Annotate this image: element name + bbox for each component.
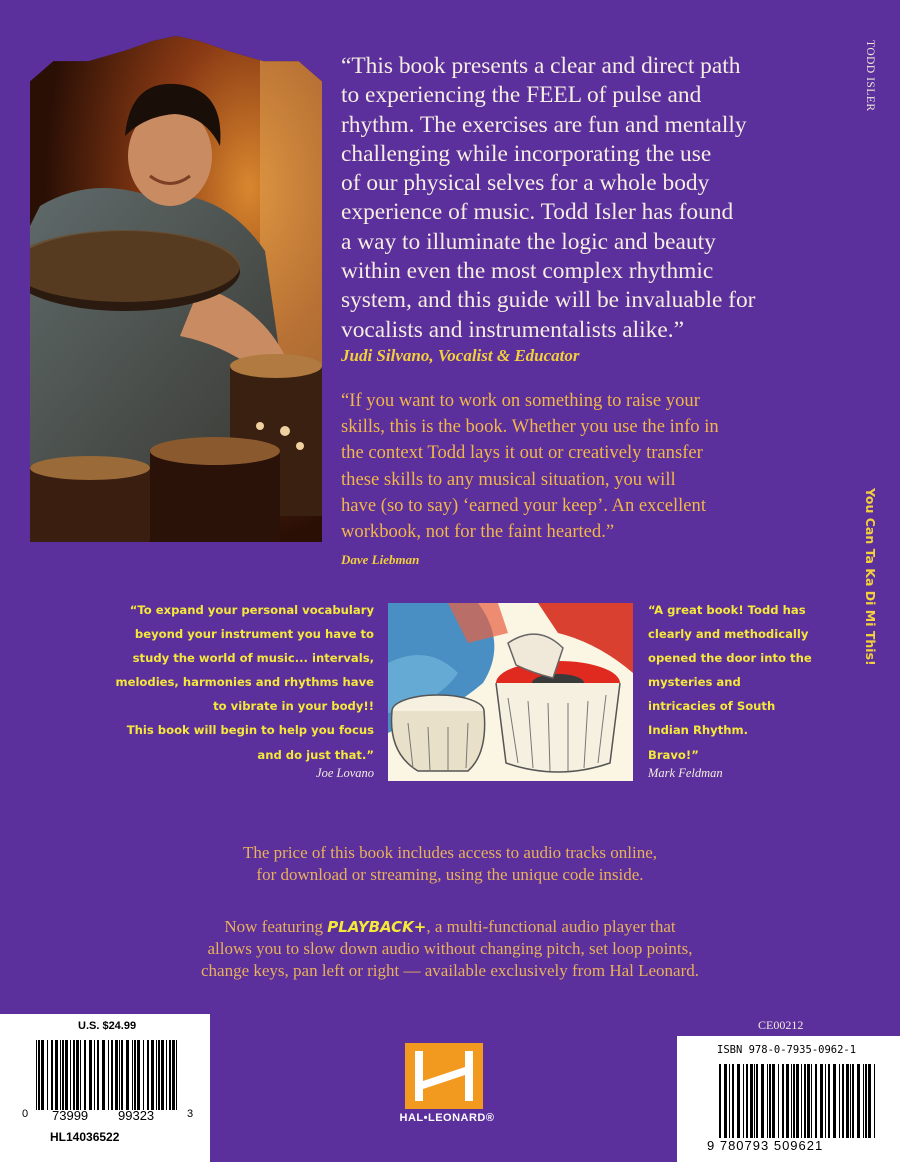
price-barcode-bars xyxy=(36,1040,182,1110)
audio-access-info xyxy=(0,842,900,886)
quote-line: of our physical selves for a whole body xyxy=(341,170,710,197)
quote-line: clearly and methodically xyxy=(648,627,809,642)
barcode-digits-group2: 99323 xyxy=(118,1108,155,1123)
hal-leonard-logo xyxy=(405,1043,483,1109)
quote-line: skills, this is the book. Whether you use the info in xyxy=(341,416,719,438)
quote-line: have (so to say) ‘earned your keep’. An excellent xyxy=(341,494,707,516)
isbn-label: ISBN 978-0-7935-0962-1 xyxy=(717,1044,857,1056)
spine-author: TODD ISLER xyxy=(864,40,876,112)
barcode-digit-lead: 0 xyxy=(22,1108,29,1120)
product-code: HL14036522 xyxy=(50,1130,120,1144)
quote-line: mysteries and xyxy=(648,675,741,690)
quote-line: Bravo!” xyxy=(648,747,699,762)
quote-line: to experiencing the FEEL of pulse and xyxy=(341,82,702,109)
spine-title: You Can Ta Ka Di Mi This! xyxy=(863,488,878,666)
barcode-digits-group1: 73999 xyxy=(52,1108,89,1123)
hal-leonard-logo-mark xyxy=(405,1043,483,1109)
quote-line: these skills to any musical situation, you will xyxy=(341,468,676,490)
quote-line: study the world of music... intervals, xyxy=(132,651,374,666)
quote-mark-feldman xyxy=(648,598,828,767)
isbn-barcode xyxy=(677,1036,900,1162)
tabla-painting-art xyxy=(388,603,633,781)
quote-joe-lovano xyxy=(70,598,374,767)
quote-line: experience of music. Todd Isler has found xyxy=(341,199,734,226)
quote-line: challenging while incorporating the use xyxy=(341,140,712,167)
playback-info xyxy=(0,916,900,982)
quote-line: beyond your instrument you have to xyxy=(134,627,374,642)
isbn-barcode-bars xyxy=(719,1064,879,1138)
attribution-mark-feldman: Mark Feldman xyxy=(648,766,723,780)
playback-logo: PLAYBACK+ xyxy=(327,918,427,936)
quote-line: and do just that.” xyxy=(257,747,374,762)
quote-line: melodies, harmonies and rhythms have xyxy=(115,675,374,690)
quote-line: to vibrate in your body!! xyxy=(213,699,374,714)
info-line: change keys, pan left or right — available exclusively from Hal Leonard. xyxy=(200,961,699,980)
quote-line: “A great book! Todd has xyxy=(648,603,806,617)
attribution-dave-liebman: Dave Liebman xyxy=(341,552,420,567)
quote-line: Indian Rhythm. xyxy=(648,723,748,738)
quote-line: “This book presents a clear and direct path xyxy=(341,53,741,79)
quote-line: vocalists and instrumentalists alike.” xyxy=(341,316,684,343)
attribution-judi-silvano: Judi Silvano, Vocalist & Educator xyxy=(341,346,580,365)
catalog-number: CE00212 xyxy=(758,1018,804,1032)
featuring-prefix: Now featuring xyxy=(224,917,328,936)
isbn-digits: 9 780793 509621 xyxy=(707,1138,824,1153)
info-line-first xyxy=(0,916,900,938)
info-line: allows you to slow down audio without changing pitch, set loop points, xyxy=(207,939,693,958)
quote-line: This book will begin to help you focus xyxy=(126,723,374,738)
tabla-painting xyxy=(388,603,633,781)
quote-line: a way to illuminate the logic and beauty xyxy=(341,228,716,255)
featuring-suffix: , a multi-functional audio player that xyxy=(426,917,676,936)
quote-line: system, and this guide will be invaluable for xyxy=(341,287,756,314)
publisher-name: HAL•LEONARD® xyxy=(399,1112,495,1124)
quote-line: rhythm. The exercises are fun and mentally xyxy=(341,111,747,138)
info-line: The price of this book includes access to audio tracks online, xyxy=(242,843,658,862)
barcode-digit-check: 3 xyxy=(187,1108,194,1120)
quote-line: workbook, not for the faint hearted.” xyxy=(341,521,615,543)
price-label: U.S. $24.99 xyxy=(78,1020,137,1032)
drummer-photo xyxy=(30,36,322,542)
quote-line: “If you want to work on something to raise your xyxy=(341,390,700,411)
price-barcode xyxy=(0,1014,210,1162)
quote-line: opened the door into the xyxy=(648,651,812,666)
quote-line: “To expand your personal vocabulary xyxy=(129,603,374,617)
quote-line: within even the most complex rhythmic xyxy=(341,258,714,285)
quote-line: the context Todd lays it out or creatively transfer xyxy=(341,442,703,464)
quote-judi-silvano xyxy=(341,52,831,345)
quote-line: intricacies of South xyxy=(648,699,776,714)
quote-dave-liebman xyxy=(341,388,821,545)
info-line: for download or streaming, using the unique code inside. xyxy=(256,865,644,884)
drummer-photo-art xyxy=(30,36,322,542)
attribution-joe-lovano: Joe Lovano xyxy=(316,766,374,780)
